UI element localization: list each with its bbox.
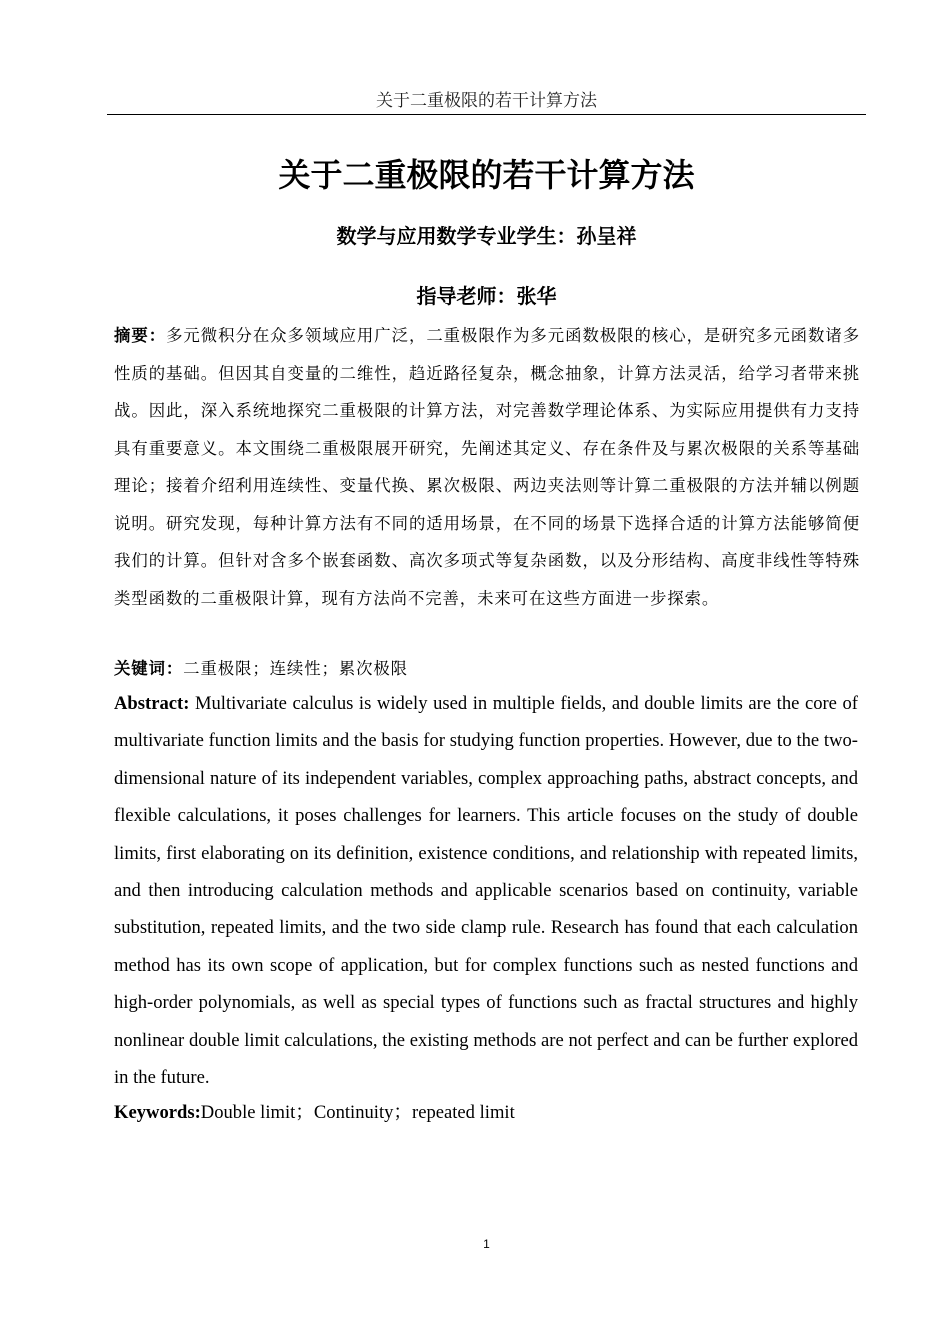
chinese-abstract-label: 摘要： (114, 326, 167, 345)
english-keywords (114, 1096, 858, 1130)
english-abstract-label: Abstract: (114, 693, 190, 714)
chinese-keywords-label: 关键词： (114, 659, 184, 678)
chinese-abstract (114, 317, 860, 617)
chinese-abstract-text: 多元微积分在众多领域应用广泛，二重极限作为多元函数极限的核心，是研究多元函数诸多性质的基础。但因其自变量的二维性，趋近路径复杂，概念抽象，计算方法灵活，给学习者带来挑战。因此，深入系统地探究二重极限的计算方法，对完善数学理论体系、为实际应用提供有力支持具有重要意义。本文围绕二重极限展开研究，先阐述其定义、存在条件及与累次极限的关系等基础理论；接着介绍利用连续性、变量代换、累次极限、两边夹法则等计算二重极限的方法并辅以例题说明。研究发现，每种计算方法有不同的适用场景，在不同的场景下选择合适的计算方法能够简便我们的计算。但针对含多个嵌套函数、高次多项式等复杂函数，以及分形结构、高度非线性等特殊类型函数的二重极限计算，现有方法尚不完善，未来可在这些方面进一步探索。 (114, 326, 861, 608)
english-abstract (114, 685, 858, 1096)
chinese-keywords (114, 650, 860, 687)
advisor-line: 指导老师：张华 (416, 284, 557, 308)
author-line: 数学与应用数学专业学生：孙呈祥 (336, 224, 637, 248)
page-number: 1 (483, 1237, 490, 1251)
paper-title: 关于二重极限的若干计算方法 (278, 156, 695, 194)
chinese-keywords-text: 二重极限；连续性；累次极限 (183, 659, 408, 678)
header-rule (107, 114, 866, 115)
english-abstract-text: Multivariate calculus is widely used in multiple fields, and double limits are the core of multivariate function limits and the basis for studying function properties. However, due to the two-dimensional nature of its independent variables, complex approaching paths, abstract concepts, and flexible calculations, it poses challenges for learners. This article focuses on the study of double limits, first elaborating on its definition, existence conditions, and relationship with repeated limits, and then introducing calculation methods and applicable scenarios based on continuity, variable substitution, repeated limits, and the two side clamp rule. Research has found that each calculation method has its own scope of application, but for complex functions such as nested functions and high-order polynomials, as well as special types of functions such as fractal structures and highly nonlinear double limit calculations, the existing methods are not perfect and can be further explored in the future. (114, 693, 858, 1089)
running-header: 关于二重极限的若干计算方法 (376, 91, 597, 111)
english-keywords-label: Keywords: (114, 1102, 201, 1123)
english-keywords-text: Double limit；Continuity；repeated limit (200, 1102, 515, 1123)
